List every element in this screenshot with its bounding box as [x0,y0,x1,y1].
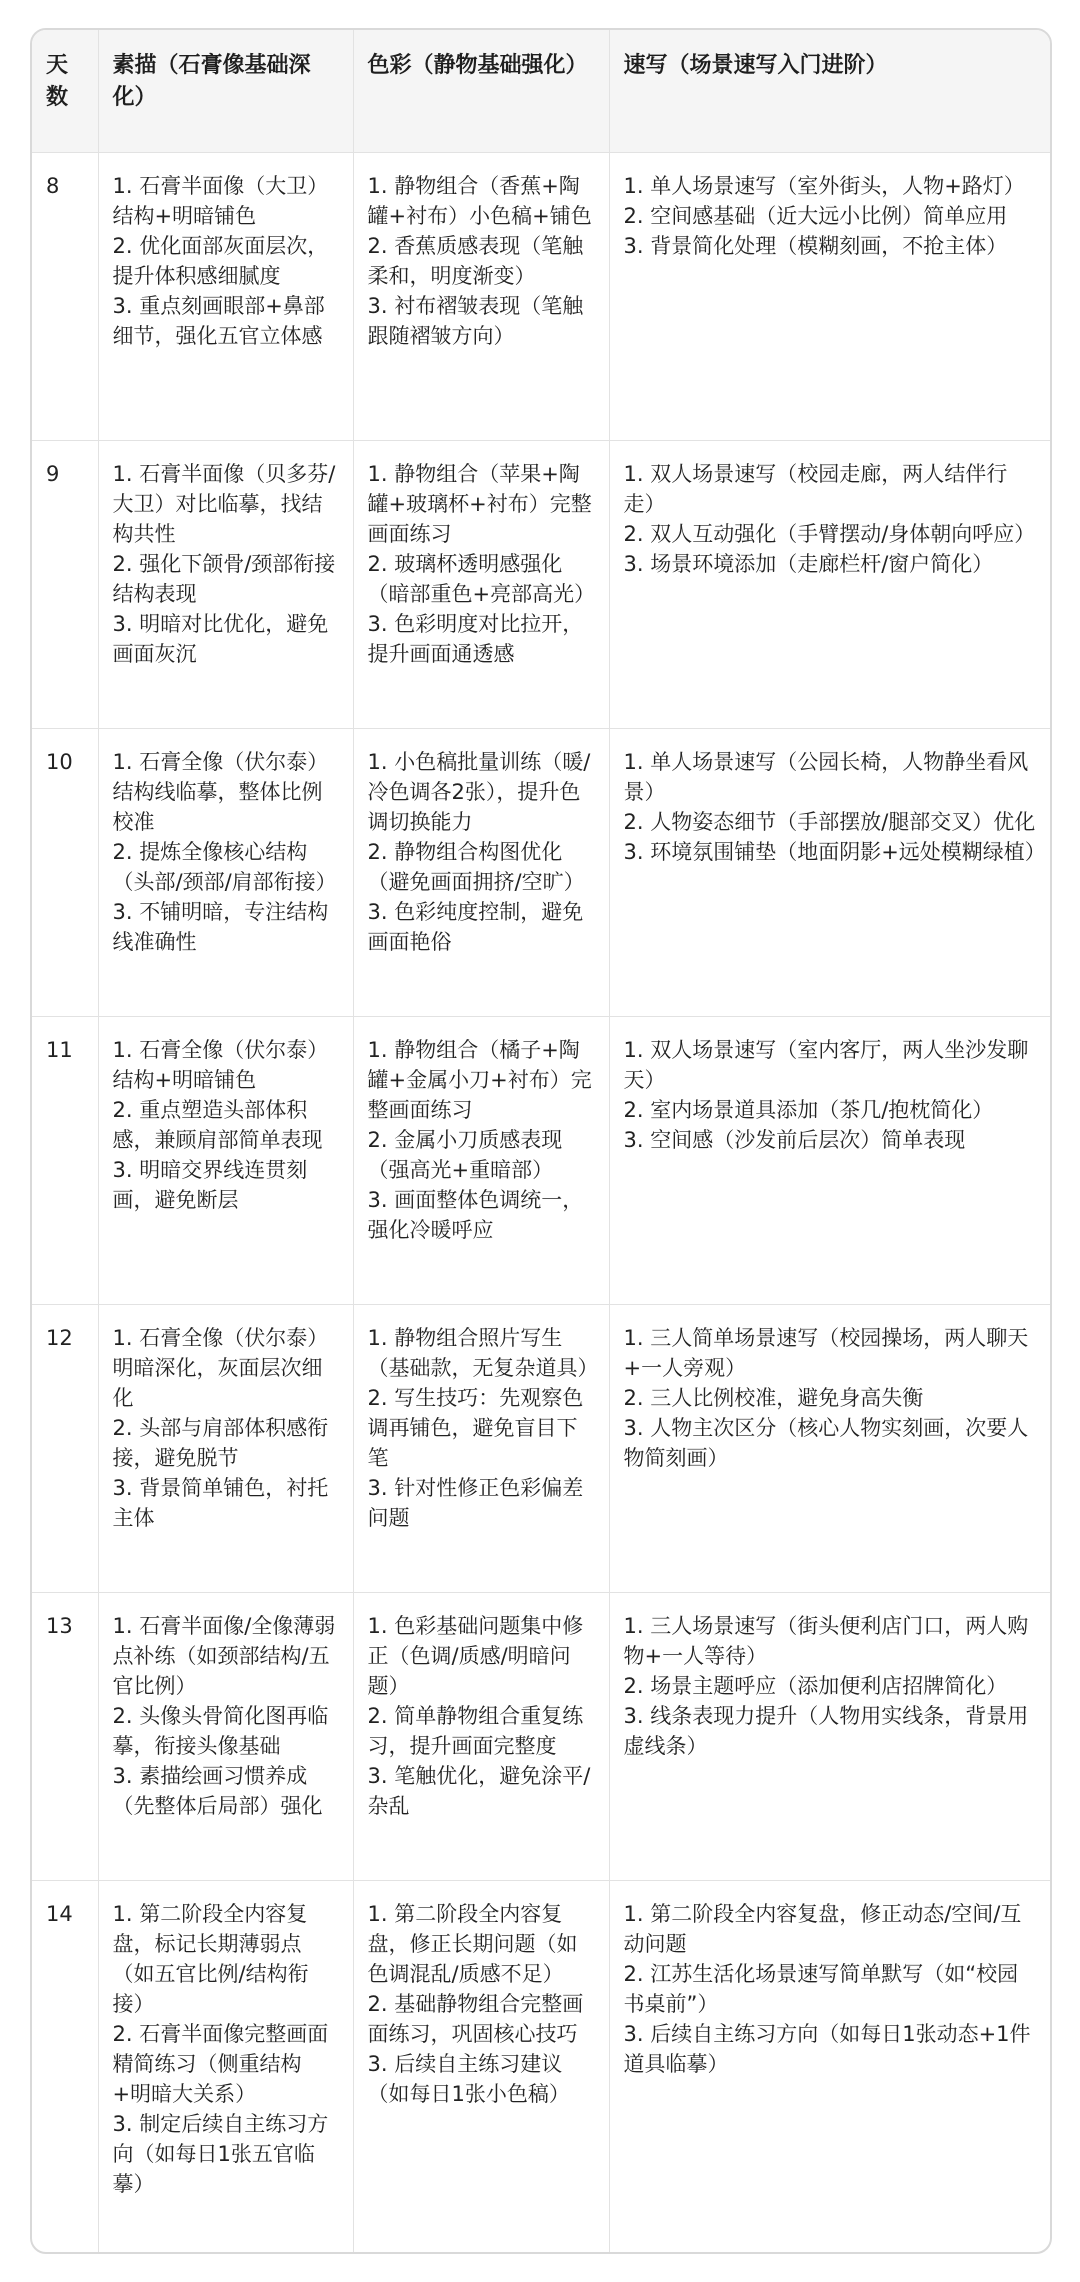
header-suxie: 速写（场景速写入门进阶） [609,30,1050,152]
sumiao-cell [98,1880,353,2252]
suxie-cell [609,1880,1050,2252]
secai-item: 2. 香蕉质感表现（笔触柔和，明度渐变） [367,233,584,288]
secai-item: 3. 后续自主练习建议（如每日1张小色稿） [367,2051,570,2106]
secai-cell [353,1880,609,2252]
secai-cell [353,728,609,1016]
suxie-item: 2. 室内场景道具添加（茶几/抱枕简化） [623,1097,994,1122]
sumiao-item: 1. 石膏半面像（大卫）结构+明暗铺色 [112,173,329,228]
suxie-item: 3. 场景环境添加（走廊栏杆/窗户简化） [623,551,994,576]
sumiao-cell [98,1592,353,1880]
secai-item: 1. 静物组合（橘子+陶罐+金属小刀+衬布）完整画面练习 [367,1037,592,1122]
suxie-item: 2. 空间感基础（近大远小比例）简单应用 [623,203,1008,228]
sumiao-item: 2. 强化下颌骨/颈部衔接结构表现 [112,551,336,606]
suxie-item: 1. 单人场景速写（公园长椅，人物静坐看风景） [623,749,1029,804]
secai-item: 2. 简单静物组合重复练习，提升画面完整度 [367,1703,584,1758]
suxie-item: 1. 单人场景速写（室外街头，人物+路灯） [623,173,1025,198]
sumiao-item: 3. 明暗交界线连贯刻画，避免断层 [112,1157,308,1212]
suxie-item: 3. 人物主次区分（核心人物实刻画，次要人物简刻画） [623,1415,1029,1470]
day-cell: 14 [32,1880,98,2252]
table-row [32,728,1050,1016]
secai-cell [353,152,609,440]
sumiao-item: 3. 重点刻画眼部+鼻部细节，强化五官立体感 [112,293,325,348]
sumiao-item: 3. 制定后续自主练习方向（如每日1张五官临摹） [112,2111,329,2196]
table-body [32,152,1050,2252]
suxie-cell [609,440,1050,728]
secai-item: 3. 色彩明度对比拉开，提升画面通透感 [367,611,584,666]
header-day: 天数 [32,30,98,152]
secai-item: 2. 写生技巧：先观察色调再铺色，避免盲目下笔 [367,1385,584,1470]
suxie-cell [609,1592,1050,1880]
table-row [32,1016,1050,1304]
table-row [32,1592,1050,1880]
secai-item: 3. 色彩纯度控制，避免画面艳俗 [367,899,584,954]
table-row [32,1304,1050,1592]
sumiao-item: 2. 头部与肩部体积感衔接，避免脱节 [112,1415,329,1470]
sumiao-item: 2. 重点塑造头部体积感，兼顾肩部简单表现 [112,1097,323,1152]
secai-item: 1. 色彩基础问题集中修正（色调/质感/明暗问题） [367,1613,584,1698]
secai-item: 2. 静物组合构图优化（避免画面拥挤/空旷） [367,839,585,894]
sumiao-cell [98,152,353,440]
table-header-row [32,30,1050,152]
day-cell: 13 [32,1592,98,1880]
day-cell: 11 [32,1016,98,1304]
secai-item: 1. 小色稿批量训练（暖/冷色调各2张），提升色调切换能力 [367,749,591,834]
suxie-item: 2. 场景主题呼应（添加便利店招牌简化） [623,1673,1008,1698]
sumiao-cell [98,728,353,1016]
suxie-cell [609,728,1050,1016]
suxie-cell [609,152,1050,440]
day-cell: 12 [32,1304,98,1592]
suxie-item: 3. 后续自主练习方向（如每日1张动态+1件道具临摹） [623,2021,1031,2076]
secai-item: 3. 笔触优化，避免涂平/杂乱 [367,1763,591,1818]
sumiao-item: 1. 石膏全像（伏尔泰）明暗深化，灰面层次细化 [112,1325,329,1410]
secai-item: 3. 画面整体色调统一，强化冷暖呼应 [367,1187,584,1242]
secai-item: 2. 玻璃杯透明感强化（暗部重色+亮部高光） [367,551,596,606]
secai-item: 1. 第二阶段全内容复盘，修正长期问题（如色调混乱/质感不足） [367,1901,578,1986]
schedule-table [32,30,1050,2252]
suxie-item: 3. 环境氛围铺垫（地面阴影+远处模糊绿植） [623,839,1046,864]
suxie-item: 2. 人物姿态细节（手部摆放/腿部交叉）优化 [623,809,1036,834]
secai-item: 2. 基础静物组合完整画面练习，巩固核心技巧 [367,1991,584,2046]
sumiao-cell [98,1304,353,1592]
header-secai: 色彩（静物基础强化） [353,30,609,152]
secai-item: 2. 金属小刀质感表现（强高光+重暗部） [367,1127,563,1182]
secai-item: 1. 静物组合（苹果+陶罐+玻璃杯+衬布）完整画面练习 [367,461,592,546]
table-row [32,440,1050,728]
suxie-item: 3. 线条表现力提升（人物用实线条，背景用虚线条） [623,1703,1029,1758]
sumiao-item: 3. 素描绘画习惯养成（先整体后局部）强化 [112,1763,323,1818]
sumiao-item: 2. 头像头骨简化图再临摹，衔接头像基础 [112,1703,329,1758]
suxie-item: 2. 双人互动强化（手臂摆动/身体朝向呼应） [623,521,1036,546]
sumiao-item: 1. 石膏全像（伏尔泰）结构线临摹，整体比例校准 [112,749,329,834]
suxie-item: 3. 背景简化处理（模糊刻画，不抢主体） [623,233,1008,258]
sumiao-item: 2. 优化面部灰面层次，提升体积感细腻度 [112,233,329,288]
suxie-item: 1. 双人场景速写（室内客厅，两人坐沙发聊天） [623,1037,1029,1092]
sumiao-item: 1. 石膏半面像/全像薄弱点补练（如颈部结构/五官比例） [112,1613,336,1698]
suxie-item: 1. 双人场景速写（校园走廊，两人结伴行走） [623,461,1008,516]
sumiao-item: 3. 明暗对比优化，避免画面灰沉 [112,611,329,666]
secai-item: 3. 针对性修正色彩偏差问题 [367,1475,584,1530]
day-cell: 9 [32,440,98,728]
suxie-item: 2. 江苏生活化场景速写简单默写（如“校园书桌前”） [623,1961,1019,2016]
sumiao-item: 1. 石膏半面像（贝多芬/大卫）对比临摹，找结构共性 [112,461,336,546]
secai-cell [353,440,609,728]
suxie-item: 3. 空间感（沙发前后层次）简单表现 [623,1127,966,1152]
table-row [32,152,1050,440]
secai-item: 1. 静物组合照片写生（基础款，无复杂道具） [367,1325,599,1380]
schedule-table-card [30,28,1052,2254]
sumiao-item: 1. 第二阶段全内容复盘，标记长期薄弱点（如五官比例/结构衔接） [112,1901,309,2016]
sumiao-item: 2. 提炼全像核心结构（头部/颈部/肩部衔接） [112,839,337,894]
suxie-cell [609,1304,1050,1592]
day-cell: 10 [32,728,98,1016]
secai-cell [353,1592,609,1880]
secai-item: 1. 静物组合（香蕉+陶罐+衬布）小色稿+铺色 [367,173,592,228]
secai-item: 3. 衬布褶皱表现（笔触跟随褶皱方向） [367,293,584,348]
secai-cell [353,1304,609,1592]
suxie-item: 1. 三人场景速写（街头便利店门口，两人购物+一人等待） [623,1613,1029,1668]
suxie-item: 1. 三人简单场景速写（校园操场，两人聊天+一人旁观） [623,1325,1029,1380]
sumiao-item: 3. 背景简单铺色，衬托主体 [112,1475,329,1530]
suxie-item: 2. 三人比例校准，避免身高失衡 [623,1385,924,1410]
sumiao-item: 3. 不铺明暗，专注结构线准确性 [112,899,329,954]
header-sumiao: 素描（石膏像基础深化） [98,30,353,152]
sumiao-cell [98,1016,353,1304]
day-cell: 8 [32,152,98,440]
suxie-item: 1. 第二阶段全内容复盘，修正动态/空间/互动问题 [623,1901,1022,1956]
sumiao-item: 2. 石膏半面像完整画面精简练习（侧重结构+明暗大关系） [112,2021,329,2106]
suxie-cell [609,1016,1050,1304]
secai-cell [353,1016,609,1304]
table-row [32,1880,1050,2252]
sumiao-item: 1. 石膏全像（伏尔泰）结构+明暗铺色 [112,1037,329,1092]
sumiao-cell [98,440,353,728]
